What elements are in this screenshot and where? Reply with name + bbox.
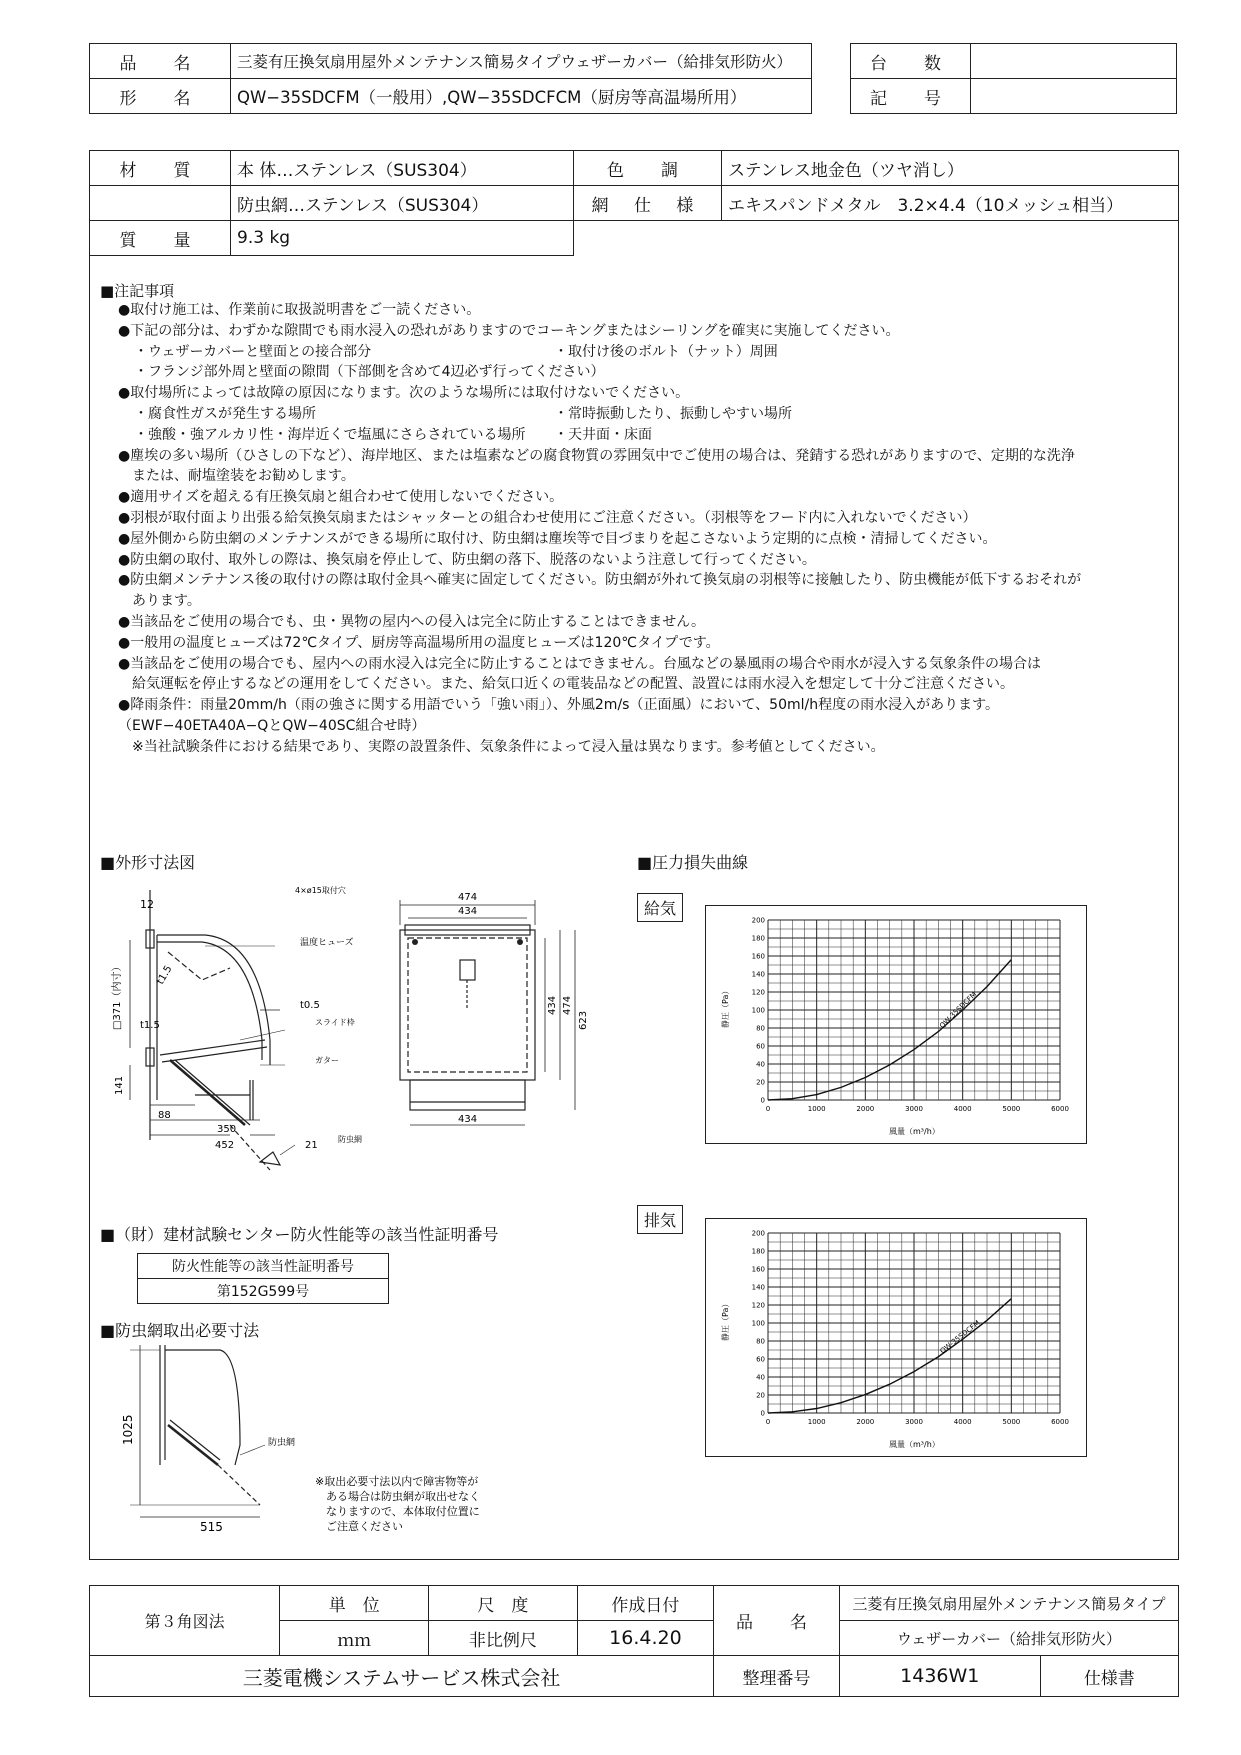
zaishitsu-label: 材 質 [90, 151, 231, 186]
dim-88: 88 [158, 1110, 171, 1121]
note-line [102, 654, 1182, 675]
removal-drawing [110, 1335, 530, 1545]
count-table [850, 43, 1177, 114]
series-label: QW-35SDCFM [938, 990, 979, 1031]
note-text: ・ウェザーカバーと壁面との接合部分 [134, 343, 372, 360]
note-text: ●屋外側から防虫網のメンテナンスができる場所に取付け、防虫網は塵埃等で目づまりを起こさないよう定期的に点検・清掃してください。 [118, 530, 997, 547]
x-tick-label: 5000 [1002, 1418, 1021, 1426]
x-tick-label: 6000 [1051, 1418, 1069, 1426]
y-tick-label: 20 [756, 1391, 765, 1400]
note-line [102, 633, 1182, 654]
note-text: ●取付場所によっては故障の原因になります。次のような場所には取付けないでください。 [118, 385, 690, 402]
y-tick-label: 80 [756, 1024, 765, 1033]
dim-v434: 434 [547, 995, 558, 1015]
y-tick-label: 60 [756, 1042, 765, 1051]
label-holes: 4×ø15取付穴 [295, 886, 346, 895]
y-tick-label: 0 [760, 1096, 765, 1105]
series-label: QW-35SDCFM [938, 1318, 982, 1356]
dim-371: □371（内寸） [112, 961, 123, 1030]
y-tick-label: 200 [751, 1229, 765, 1238]
atsuryoku-heading: ■圧力損失曲線 [637, 853, 749, 872]
removal-note-4: ご注意ください [315, 1520, 403, 1533]
note-text: ●防虫網の取付、取外しの際は、換気扇を停止して、防虫網の落下、脱落のないよう注意して行ってください。 [118, 551, 816, 568]
note-line [102, 321, 1182, 342]
notes-title: ■注記事項 [100, 282, 175, 300]
zaishitsu-1: 本 体…ステンレス（SUS304） [231, 151, 574, 186]
bouka-th: 防火性能等の該当性証明番号 [138, 1254, 389, 1279]
note-line [102, 446, 1182, 467]
x-tick-label: 3000 [905, 1105, 923, 1113]
note-text: ●降雨条件：雨量20mm/h（雨の強さに関する用語でいう「強い雨」）、外風2m/s（正面風）において、50ml/h程度の雨水浸入があります。 [118, 697, 999, 714]
seiri-value: 1436W1 [839, 1656, 1040, 1697]
notes-list [102, 300, 1182, 758]
y-tick-label: 160 [751, 952, 765, 961]
dim-v623: 623 [578, 1010, 589, 1030]
note-text: ●一般用の温度ヒューズは72℃タイプ、厨房等高温場所用の温度ヒューズは120℃タイプです。 [118, 634, 720, 651]
note-line [102, 674, 1182, 695]
y-tick-label: 80 [756, 1337, 765, 1346]
dim-b434: 434 [458, 1114, 478, 1125]
ami-label: 網 仕 様 [574, 186, 722, 221]
removal-note-1: ※取出必要寸法以内で障害物等が [315, 1475, 479, 1488]
doc-type: 仕様書 [1040, 1656, 1178, 1697]
dim-1025: 1025 [121, 1414, 135, 1445]
note-line [102, 695, 1182, 716]
label-net-side: 防虫網 [338, 1135, 362, 1144]
shakudo-value: 非比例尺 [429, 1621, 578, 1656]
note-line [102, 466, 1182, 487]
note-text: ・強酸・強アルカリ性・海岸近くで塩風にさらされている場所 [134, 426, 526, 443]
tani-value: ｍｍ [280, 1621, 429, 1656]
note-text-right: ・常時振動したり、振動しやすい場所 [554, 405, 792, 422]
date-value: 16.4.20 [577, 1621, 713, 1656]
note-text: 給気運転を停止するなどの運用をしてください。また、給気口近くの電装品などの配置、設置には雨水浸入を想定して十分ご注意ください。 [118, 676, 1014, 693]
daisu-value [971, 44, 1177, 79]
note-line [102, 591, 1182, 612]
date-label: 作成日付 [577, 1586, 713, 1621]
x-tick-label: 4000 [953, 1418, 972, 1426]
bolt-hole-icon [412, 939, 418, 945]
dim-452: 452 [215, 1140, 235, 1151]
note-text: または、耐塩塗装をお勧めします。 [118, 468, 355, 485]
note-line [102, 425, 1182, 446]
y-tick-label: 120 [751, 988, 765, 997]
dim-141: 141 [114, 1075, 125, 1095]
removal-note-2: ある場合は防虫網が取出せなく [315, 1490, 480, 1503]
shakudo-label: 尺 度 [429, 1586, 578, 1621]
y-tick-label: 140 [751, 970, 765, 979]
note-line [102, 383, 1182, 404]
chart-kyuki-frame [705, 905, 1087, 1144]
dim-t15b: t1.5 [140, 1020, 160, 1031]
dim-350: 350 [217, 1124, 237, 1135]
y-tick-label: 140 [751, 1283, 765, 1292]
y-tick-label: 160 [751, 1265, 765, 1274]
hinmei-label: 品 名 [90, 44, 231, 79]
kigou-value [971, 79, 1177, 114]
y-tick-label: 0 [760, 1409, 765, 1418]
bouchu-heading: ■防虫網取出必要寸法 [100, 1321, 260, 1340]
bouka-td: 第152G599号 [138, 1279, 389, 1304]
dim-434: 434 [458, 906, 478, 917]
y-tick-label: 120 [751, 1301, 765, 1310]
note-text: ・腐食性ガスが発生する場所 [134, 405, 316, 422]
shitsuryou-value: 9.3 kg [231, 221, 574, 256]
x-axis-label: 風量（m³/h） [889, 1127, 940, 1136]
y-tick-label: 100 [751, 1006, 765, 1015]
bouka-table [137, 1253, 389, 1304]
y-tick-label: 180 [751, 1247, 765, 1256]
shikichou-value: ステンレス地金色（ツヤ消し） [722, 151, 1179, 186]
dim-21: 21 [305, 1140, 318, 1151]
removal-note-3: なりますので、本体取付位置に [315, 1505, 480, 1518]
x-tick-label: 4000 [953, 1105, 972, 1113]
note-text: あります。 [118, 593, 201, 610]
seiri-label: 整理番号 [714, 1656, 840, 1697]
note-line [102, 550, 1182, 571]
shikichou-label: 色 調 [574, 151, 722, 186]
label-slide: スライド枠 [315, 1018, 355, 1027]
katamei-value: QW−35SDCFM（一般用）,QW−35SDCFCM（厨房等高温場所用） [231, 79, 812, 114]
y-tick-label: 200 [751, 916, 765, 925]
gaikei-heading: ■外形寸法図 [100, 853, 196, 872]
note-text: ・フランジ部外周と壁面の隙間（下部側を含めて4辺必ず行ってください） [134, 364, 605, 381]
y-axis-label: 静圧（Pa） [721, 986, 730, 1028]
spec-table [89, 150, 1179, 256]
dim-474: 474 [458, 892, 478, 903]
note-line [102, 342, 1182, 363]
note-line [102, 529, 1182, 550]
hinmei-value: 三菱有圧換気扇用屋外メンテナンス簡易タイプウェザーカバー（給排気形防火） [231, 44, 812, 79]
chart-haiki [706, 1219, 1086, 1456]
x-tick-label: 2000 [856, 1105, 875, 1113]
x-tick-label: 5000 [1002, 1105, 1021, 1113]
note-line [102, 716, 1182, 737]
note-text: ●羽根が取付面より出張る給気換気扇またはシャッターとの組合わせ使用にご注意ください。（羽根等をフード内に入れないでください） [118, 509, 977, 526]
title-block [89, 1585, 1179, 1697]
note-text: （EWF−40ETA40A−QとQW−40SC組合せ時） [118, 717, 426, 734]
note-text: ●塵埃の多い場所（ひさしの下など）、海岸地区、または塩素などの腐食物質の雰囲気中でご使用の場合は、発錆する恐れがありますので、定期的な洗浄 [118, 447, 1075, 464]
note-line [102, 300, 1182, 321]
ami-value: エキスパンドメタル 3.2×4.4（10メッシュ相当） [722, 186, 1179, 221]
dim-t15a: t1.5 [155, 963, 175, 987]
bolt-hole-icon [517, 939, 523, 945]
header-table [89, 43, 812, 114]
label-net-removal: 防虫網 [268, 1438, 296, 1448]
y-tick-label: 100 [751, 1319, 765, 1328]
kyuki-tag: 給気 [637, 893, 683, 922]
note-line [102, 570, 1182, 591]
note-text: ●防虫網メンテナンス後の取付けの際は取付金具へ確実に固定してください。防虫網が外れて換気扇の羽根等に接触したり、防虫機能が低下するおそれが [118, 572, 1082, 589]
footer-hinmei-label: 品 名 [714, 1586, 840, 1656]
y-tick-label: 40 [756, 1373, 765, 1382]
x-tick-label: 2000 [856, 1418, 875, 1426]
note-text: ●適用サイズを超える有圧換気扇と組合わせて使用しないでください。 [118, 489, 564, 506]
y-axis-label: 静圧（Pa） [721, 1299, 730, 1341]
zaishitsu-2: 防虫網…ステンレス（SUS304） [231, 186, 574, 221]
daisu-label: 台 数 [851, 44, 971, 79]
footer-hinmei-1: 三菱有圧換気扇用屋外メンテナンス簡易タイプ [839, 1586, 1178, 1621]
note-line [102, 612, 1182, 633]
label-gutter: ガター [315, 1056, 339, 1065]
x-tick-label: 1000 [807, 1418, 826, 1426]
label-fuse: 温度ヒューズ [300, 938, 354, 948]
note-text: ●取付け施工は、作業前に取扱説明書をご一読ください。 [118, 302, 481, 318]
chart-haiki-frame [705, 1218, 1087, 1457]
y-tick-label: 180 [751, 934, 765, 943]
x-tick-label: 0 [765, 1418, 771, 1426]
katamei-label: 形 名 [90, 79, 231, 114]
kigou-label: 記 号 [851, 79, 971, 114]
note-text-right: ・天井面・床面 [554, 426, 652, 443]
bouka-heading: ■（財）建材試験センター防火性能等の該当性証明番号 [100, 1225, 499, 1244]
note-text: ※当社試験条件における結果であり、実際の設置条件、気象条件によって浸入量は異なります。参考値としてください。 [118, 738, 885, 755]
x-tick-label: 3000 [905, 1418, 923, 1426]
x-axis-label: 風量（m³/h） [889, 1440, 940, 1449]
note-text: ●当該品をご使用の場合でも、虫・異物の屋内への侵入は完全に防止することはできません。 [118, 613, 706, 630]
x-tick-label: 6000 [1051, 1105, 1069, 1113]
y-tick-label: 20 [756, 1078, 765, 1087]
side-view-drawing [110, 880, 370, 1200]
note-text: ●下記の部分は、わずかな隙間でも雨水浸入の恐れがありますのでコーキングまたはシーリングを確実に実施してください。 [118, 322, 900, 339]
note-text: ●当該品をご使用の場合でも、屋内への雨水浸入は完全に防止することはできません。台風などの暴風雨の場合や雨水が浸入する気象条件の場合は [118, 655, 1042, 672]
dim-t05: t0.5 [300, 1000, 320, 1011]
haiki-tag: 排気 [637, 1205, 683, 1234]
note-line [102, 508, 1182, 529]
dim-515: 515 [200, 1520, 223, 1534]
tani-label: 単 位 [280, 1586, 429, 1621]
dim-v474: 474 [562, 995, 573, 1015]
note-line [102, 362, 1182, 383]
chart-kyuki [706, 906, 1086, 1143]
x-tick-label: 0 [765, 1105, 771, 1113]
note-line [102, 487, 1182, 508]
x-tick-label: 1000 [807, 1105, 826, 1113]
note-line [102, 737, 1182, 758]
projection: 第３角図法 [90, 1586, 280, 1656]
shitsuryou-label: 質 量 [90, 221, 231, 256]
company: 三菱電機システムサービス株式会社 [90, 1656, 714, 1697]
note-text-right: ・取付け後のボルト（ナット）周囲 [554, 343, 778, 360]
y-tick-label: 60 [756, 1355, 765, 1364]
dim-12: 12 [140, 898, 154, 911]
footer-hinmei-2: ウェザーカバー（給排気形防火） [839, 1621, 1178, 1656]
note-line [102, 404, 1182, 425]
y-tick-label: 40 [756, 1060, 765, 1069]
